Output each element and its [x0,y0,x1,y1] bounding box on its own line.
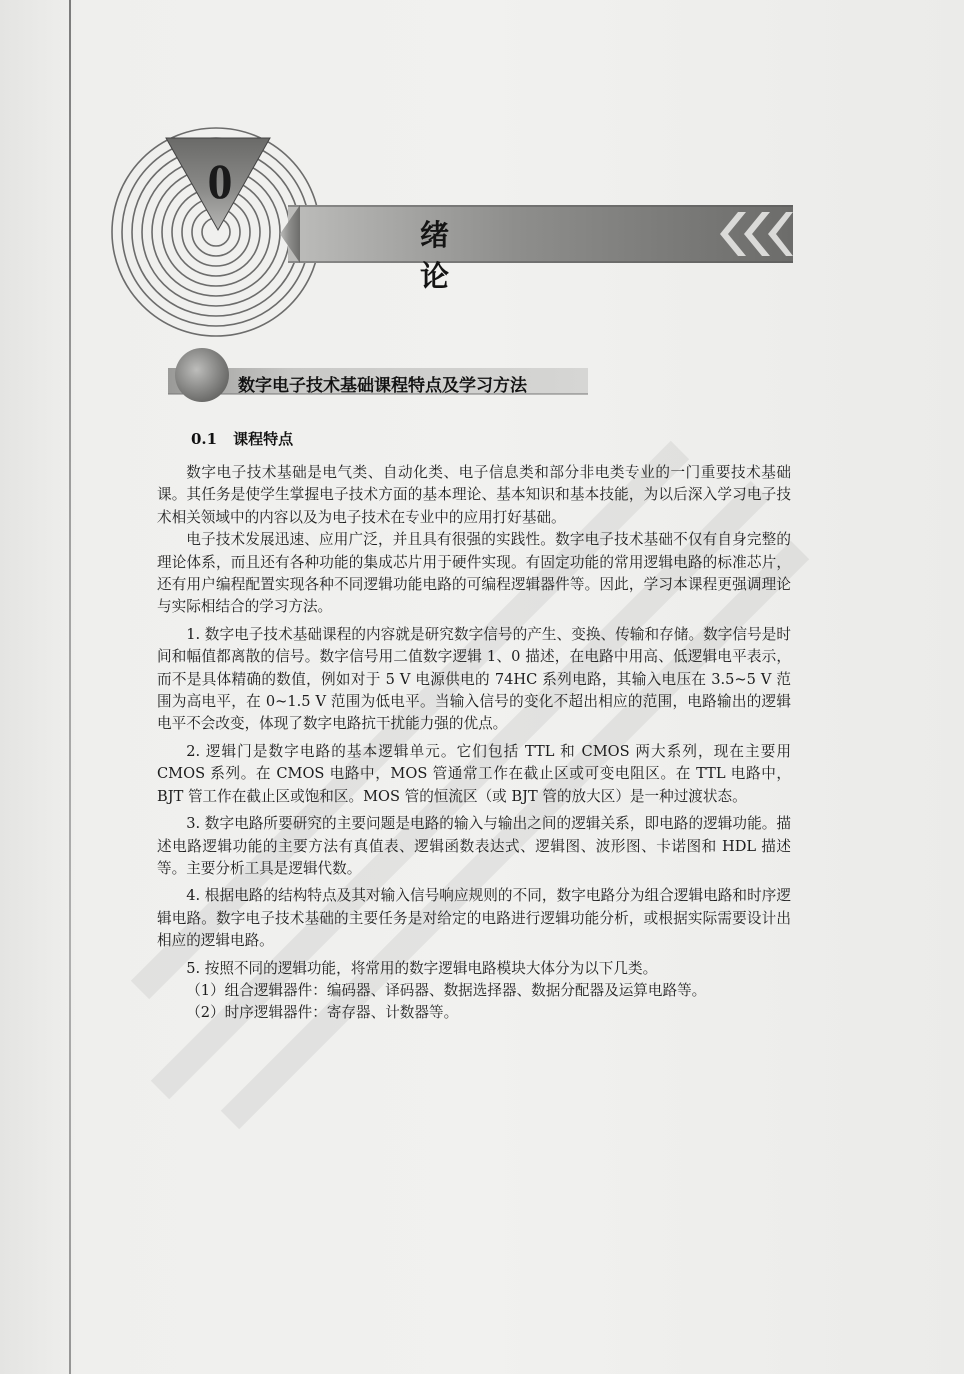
section-number: 0.1 [191,430,218,448]
paragraph-point-1: 1. 数字电子技术基础课程的内容就是研究数字信号的产生、变换、传输和存储。数字信号是时间和幅值都离散的信号。数字信号用二值数字逻辑 1、0 描述，在电路中用高、低逻辑电平表示，而不是具体精确的数值，例如对于 5 V 电源供电的 74HC 系列电路，其输入电压在 3.5~5 V 范围为高电平，在 0~1.5 V 范围为低电平。当输入信号的变化不超出相应的范围，电路输出的逻辑电平不会改变，体现了数字电路抗干扰能力强的优点。 [157,625,791,733]
list-item-combinational: （1）组合逻辑器件：编码器、译码器、数据选择器、数据分配器及运算电路等。 [186,981,707,999]
section-heading [191,428,293,449]
paragraph-intro: 数字电子技术基础是电气类、自动化类、电子信息类和部分非电类专业的一门重要技术基础课。其任务是使学生掌握电子技术方面的基本理论、基本知识和基本技能，为以后深入学习电子技术相关领域中的内容以及为电子技术在专业中的应用打好基础。 [157,464,791,526]
paragraph-point-5: 5. 按照不同的逻辑功能，将常用的数字逻辑电路模块大体分为以下几类。 [186,959,658,977]
body-text [157,462,791,1025]
paragraph-point-4: 4. 根据电路的结构特点及其对输入信号响应规则的不同，数字电路分为组合逻辑电路和时序逻辑电路。数字电子技术基础的主要任务是对给定的电路进行逻辑功能分析，或根据实际需要设计出相应的逻辑电路。 [157,887,791,950]
section-title: 课程特点 [233,430,294,448]
chapter-title: 绪论 [420,218,506,293]
chapter-number: 0 [207,153,233,209]
paragraph-point-3: 3. 数字电路所要研究的主要问题是电路的输入与输出之间的逻辑关系，即电路的逻辑功能。描述电路逻辑功能的主要方法有真值表、逻辑函数表达式、逻辑图、波形图、卡诺图和 HDL 描述等。主要分析工具是逻辑代数。 [157,815,791,877]
list-item-sequential: （2）时序逻辑器件：寄存器、计数器等。 [186,1004,459,1022]
section-banner-title: 数字电子技术基础课程特点及学习方法 [238,376,527,396]
paragraph-point-2: 2. 逻辑门是数字电路的基本逻辑单元。它们包括 TTL 和 CMOS 两大系列，现在主要用 CMOS 系列。在 CMOS 电路中，MOS 管通常工作在截止区或可变电阻区。在 TTL 电路中，BJT 管工作在截止区或饱和区。MOS 管的恒流区（或 BJT 管的放大区）是一种过渡状态。 [157,742,791,805]
paragraph-practice: 电子技术发展迅速、应用广泛，并且具有很强的实践性。数字电子技术基础不仅有自身完整的理论体系，而且还有各种功能的集成芯片用于硬件实现。有固定功能的常用逻辑电路的标准芯片，还有用户编程配置实现各种不同逻辑功能电路的可编程逻辑器件等。因此，学习本课程更强调理论与实际相结合的学习方法。 [157,531,791,616]
chapter-opener-graphic [0,0,964,420]
